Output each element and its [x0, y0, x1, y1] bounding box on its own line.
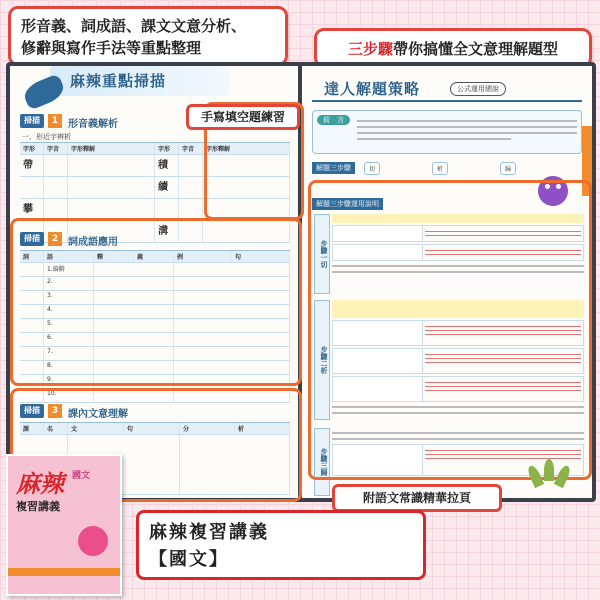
highlight-frame-steps	[308, 180, 592, 480]
row-number: 6.	[44, 333, 94, 346]
grid-head-cell: 名	[44, 423, 68, 434]
grid-head-cell: 語	[44, 251, 94, 262]
grid-head-cell: 義	[134, 251, 174, 262]
grid-head-cell: 字形釋解	[203, 143, 290, 154]
grid-cell: 溝	[155, 221, 179, 242]
steps-tag: 解題三步驟	[312, 162, 355, 174]
row-number: 8.	[44, 361, 94, 374]
feature-callout-key-points	[8, 6, 288, 66]
row-number: 9.	[44, 375, 94, 388]
intro-box	[312, 110, 582, 154]
grid-cell: 攀	[20, 199, 44, 220]
title-underline	[312, 100, 582, 102]
callout-line-2: 修辭與寫作手法等重點整理	[21, 39, 202, 57]
cover-strip	[8, 568, 120, 576]
grid-head-cell: 句	[232, 251, 290, 262]
cover-subject: 國文	[72, 471, 91, 481]
cover-brand: 麻辣	[16, 470, 64, 498]
grid-head-cell: 分	[180, 423, 235, 434]
grid-head-cell: 文	[68, 423, 124, 434]
step-pill-cut: 切	[364, 162, 380, 175]
grid-head-cell: 釋	[94, 251, 134, 262]
step-3-label: 步驟三歸	[314, 428, 330, 496]
row-number: 2.	[44, 277, 94, 290]
grid-head-cell: 字形釋解	[68, 143, 155, 154]
section-3-tag: 掃描	[20, 404, 44, 418]
product-title-label	[136, 510, 426, 580]
intro-text-lines	[357, 116, 577, 144]
step-pill-analyze: 析	[432, 162, 448, 175]
left-page-title: 麻辣重點掃描	[70, 72, 167, 90]
grid-head-cell: 詞	[20, 251, 44, 262]
grid-head-cell: 例	[174, 251, 232, 262]
row-number: 4.	[44, 305, 94, 318]
step-pill-sum: 歸	[500, 162, 516, 175]
section-3-title: 課內文意理解	[68, 409, 128, 420]
row-number: 1.	[47, 266, 53, 273]
grid-head-cell: 析	[235, 423, 290, 434]
formula-pill: 公式運用總說	[450, 82, 506, 96]
grid-head-cell: 字音	[44, 143, 68, 154]
grid-head-cell: 字音	[179, 143, 203, 154]
rocket-icon	[21, 73, 67, 110]
section-3-number: 3	[48, 404, 62, 418]
grid-head-cell: 句	[124, 423, 180, 434]
plant-icon	[520, 455, 580, 495]
grid-cell: 續	[155, 177, 179, 198]
section-1-subtitle: 一、形近字辨析	[22, 133, 71, 141]
section-1-title: 形音義解析	[68, 119, 118, 130]
grid-head-cell: 課	[20, 423, 44, 434]
row-number: 3.	[44, 291, 94, 304]
product-subject: 【國文】	[149, 549, 229, 570]
grid-cell: 帶	[20, 155, 44, 176]
highlight-frame-idioms	[10, 218, 302, 386]
book-cover	[6, 454, 122, 596]
three-steps-row	[312, 160, 582, 178]
intro-tag: 前 言	[317, 115, 350, 125]
step-2-label: 步驟二析	[314, 300, 330, 420]
row-number: 10.	[44, 389, 94, 402]
callout-rest: 帶你搞懂全文意理解題型	[393, 40, 559, 58]
callout-line-1: 形音義、詞成語、課文文意分析、	[21, 17, 247, 35]
grid-head-cell: 字形	[20, 143, 44, 154]
row-number: 5.	[44, 319, 94, 332]
right-page-title: 達人解題策略	[324, 80, 421, 98]
row-number: 7.	[44, 347, 94, 360]
section-1-number: 1	[48, 114, 62, 128]
idiom-term: 偏僻	[52, 266, 65, 273]
demo-tag: 解題三步驟運用說明	[312, 198, 383, 210]
product-title: 麻辣複習講義	[149, 522, 269, 543]
callout-highlight: 三步驟	[347, 40, 393, 58]
cover-illustration	[78, 526, 108, 556]
pullout-page-label: 附語文常識精華拉頁	[332, 484, 502, 512]
grid-head-cell: 字形	[155, 143, 179, 154]
grid-cell: 積	[155, 155, 179, 176]
section-2-tag: 掃描	[20, 232, 44, 246]
step-1-label: 步驟一切	[314, 214, 330, 294]
cover-title: 複習講義	[16, 500, 60, 513]
section-2-number: 2	[48, 232, 62, 246]
section-2-title: 詞成語應用	[68, 237, 118, 248]
section-1-tag: 掃描	[20, 114, 44, 128]
handwriting-practice-label: 手寫填空題練習	[186, 104, 300, 130]
